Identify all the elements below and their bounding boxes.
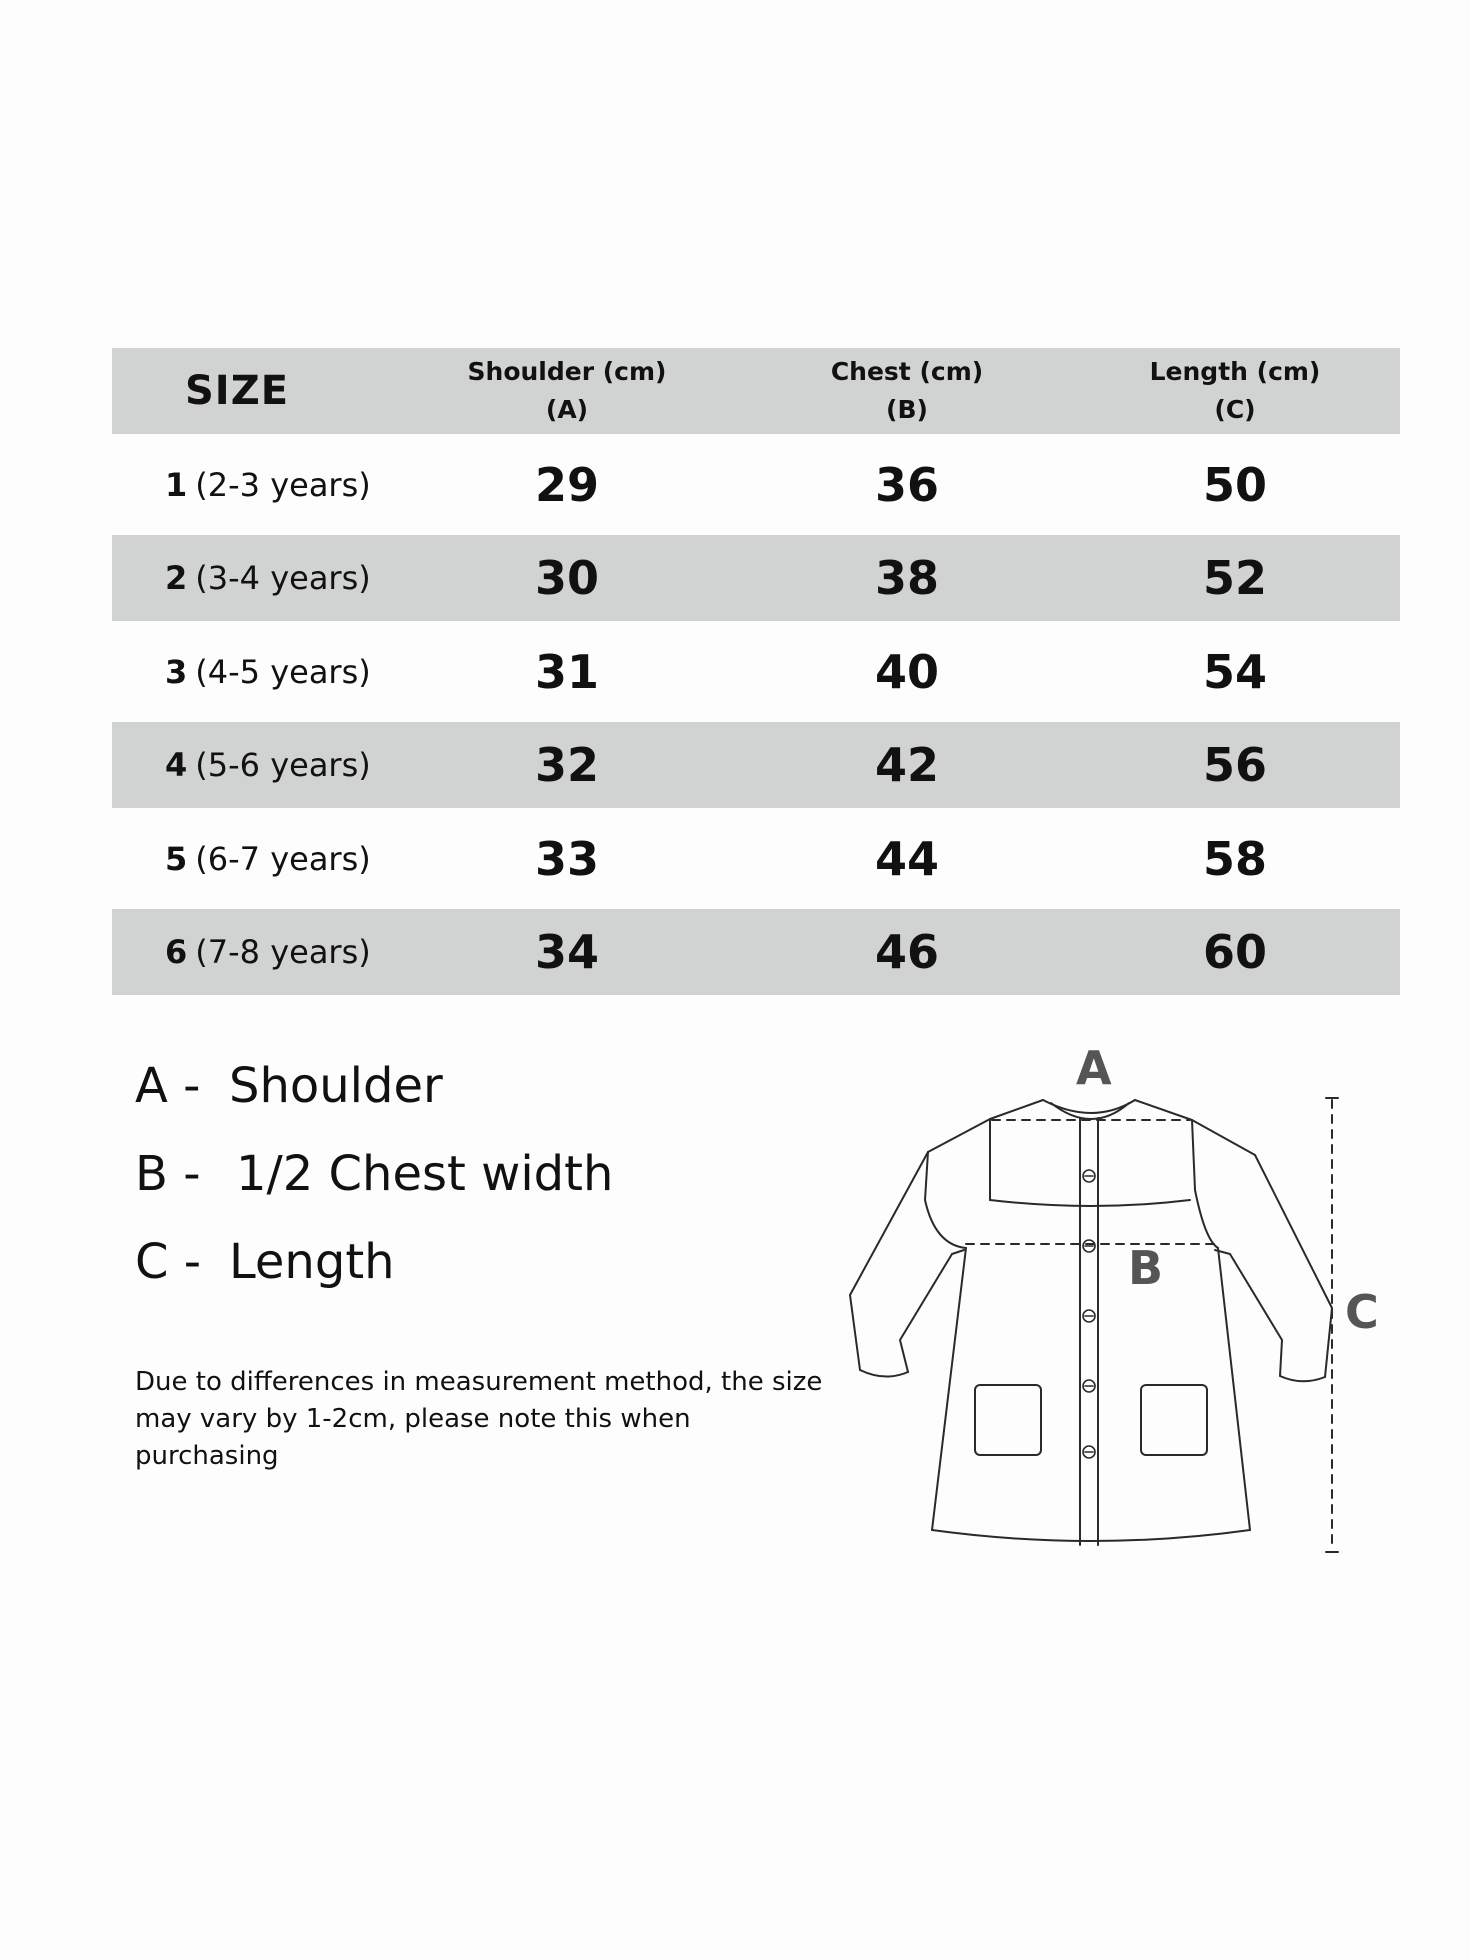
size-chart-table [112, 348, 1400, 995]
label-c: C [1345, 1285, 1379, 1339]
chest-value: 40 [874, 644, 939, 699]
legend-label: Length [229, 1234, 395, 1290]
chest-value: 36 [874, 457, 939, 512]
note-line: may vary by 1-2cm, please note this when purchasing [135, 1404, 691, 1471]
size-label [165, 840, 371, 878]
header-size: SIZE [185, 368, 290, 414]
size-number: 6 [165, 933, 188, 971]
size-number: 2 [165, 559, 188, 597]
length-value: 58 [1202, 831, 1267, 886]
chest-value: 46 [874, 925, 939, 979]
length-value: 56 [1202, 738, 1267, 792]
size-age: (7-8 years) [195, 933, 371, 971]
button-icons [1083, 1170, 1095, 1458]
legend-label: Shoulder [229, 1058, 443, 1114]
size-label [165, 559, 371, 597]
length-value: 50 [1202, 457, 1267, 512]
size-number: 1 [165, 465, 188, 504]
header-length-letter: (C) [1214, 395, 1256, 424]
length-value: 60 [1202, 925, 1267, 979]
table-row [112, 909, 1400, 995]
header-shoulder-letter: (A) [545, 395, 589, 424]
header-chest-letter: (B) [886, 395, 928, 424]
table-row [112, 434, 1400, 535]
legend-label: 1/2 Chest width [236, 1146, 614, 1202]
table-row [112, 621, 1400, 722]
size-age: (3-4 years) [195, 559, 371, 597]
size-label [165, 653, 371, 691]
measurement-lines [966, 1100, 1332, 1550]
note-line: Due to differences in measurement method, the size [135, 1367, 823, 1397]
garment-diagram [840, 1040, 1420, 1580]
header-shoulder: Shoulder (cm) [467, 357, 667, 386]
size-number: 5 [165, 839, 188, 878]
chest-value: 42 [874, 738, 939, 792]
header-length: Length (cm) [1149, 357, 1321, 386]
size-number: 4 [165, 746, 188, 784]
shoulder-value: 30 [534, 551, 599, 605]
table-row [112, 722, 1400, 808]
size-number: 3 [165, 652, 188, 691]
size-label [165, 933, 371, 971]
length-value: 52 [1202, 551, 1267, 605]
header-length-cell [1100, 348, 1370, 434]
shoulder-value: 31 [534, 644, 599, 699]
legend-key: C - [135, 1234, 202, 1290]
chest-value: 38 [874, 551, 939, 605]
size-label [165, 466, 371, 504]
size-label [165, 746, 371, 784]
size-age: (5-6 years) [195, 746, 371, 784]
length-value: 54 [1202, 644, 1267, 699]
size-age: (2-3 years) [195, 465, 371, 504]
header-chest-cell [772, 348, 1042, 434]
shoulder-value: 32 [534, 738, 599, 792]
table-header-row [112, 348, 1400, 434]
header-shoulder-cell [432, 348, 702, 434]
header-size-cell [112, 348, 392, 434]
coat-outline [850, 1100, 1332, 1545]
legend-key: B - [135, 1146, 201, 1202]
legend-key: A - [135, 1058, 201, 1114]
label-a: A [1076, 1041, 1112, 1095]
shoulder-value: 29 [534, 457, 599, 512]
label-b: B [1128, 1241, 1164, 1295]
size-age: (4-5 years) [195, 652, 371, 691]
shoulder-value: 34 [534, 925, 599, 979]
size-age: (6-7 years) [195, 839, 371, 878]
header-chest: Chest (cm) [830, 357, 984, 386]
table-row [112, 535, 1400, 621]
table-row [112, 808, 1400, 909]
measurement-note [135, 1364, 835, 1475]
shoulder-value: 33 [534, 831, 599, 886]
chest-value: 44 [874, 831, 939, 886]
